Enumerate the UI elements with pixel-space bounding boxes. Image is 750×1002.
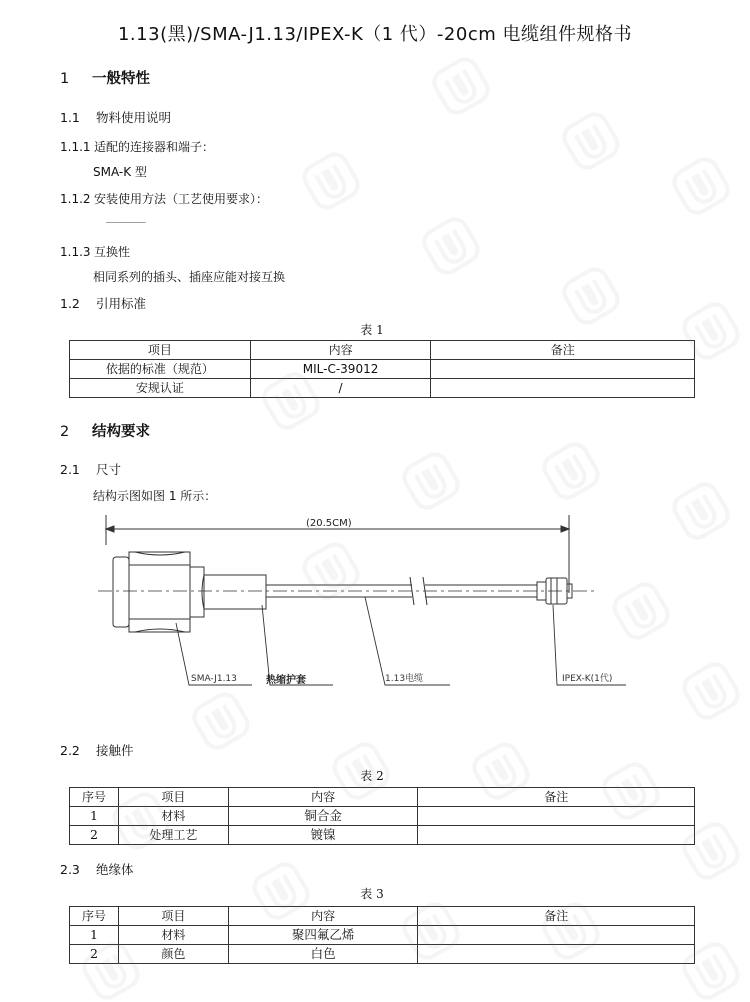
watermark-logo-icon	[300, 150, 362, 212]
watermark-logo-icon	[540, 900, 602, 962]
section-1-2-heading	[60, 294, 146, 312]
table-cell: 1	[70, 926, 119, 945]
table-cell: 2	[70, 826, 119, 845]
watermark-logo-icon	[680, 300, 742, 362]
watermark-logo-icon	[430, 55, 492, 117]
table-header-cell: 内容	[228, 907, 418, 926]
section-number: 1	[60, 71, 70, 87]
table-1	[69, 340, 695, 398]
watermark-logo-icon	[680, 820, 742, 882]
watermark-logo-icon	[260, 370, 322, 432]
section-title: 引用标准	[96, 296, 147, 311]
section-1-1-heading	[60, 108, 171, 126]
watermark-logo-icon	[190, 690, 252, 752]
table-cell: 材料	[118, 926, 228, 945]
dimension-label: (20.5CM)	[306, 518, 352, 529]
sma-connector-body	[113, 552, 266, 632]
table-2-caption: 表 2	[360, 769, 384, 783]
section-title: 结构要求	[92, 424, 150, 440]
document-title: 1.13(黑)/SMA-J1.13/IPEX-K（1 代）-20cm 电缆组件规格书	[117, 24, 632, 45]
install-method-blank: ______	[106, 210, 146, 223]
section-number: 1.1.3	[60, 245, 91, 259]
watermark-logo-icon	[560, 110, 622, 172]
table-header-cell: 序号	[70, 907, 119, 926]
dimension-arrow-left	[106, 526, 114, 532]
section-title: 接触件	[96, 743, 134, 758]
table-cell	[418, 826, 695, 845]
watermark-logo-icon	[670, 155, 732, 217]
section-2-3-heading	[60, 860, 134, 878]
table-3-caption: 表 3	[360, 887, 384, 901]
watermark-logo-icon	[540, 440, 602, 502]
section-title: 尺寸	[96, 462, 122, 477]
table-cell: 处理工艺	[118, 826, 228, 845]
table-cell: MIL-C-39012	[250, 360, 431, 379]
interchangeability-text: 相同系列的插头、插座应能对接互换	[93, 270, 286, 284]
section-title: 安装使用方法（工艺使用要求）：	[94, 192, 269, 206]
table-cell: 1	[70, 807, 119, 826]
section-2-2-heading	[60, 741, 134, 759]
table-header-cell: 备注	[418, 788, 695, 807]
watermark-logo-icon	[300, 540, 362, 602]
table-cell: 依据的标准（规范）	[70, 360, 251, 379]
watermark-logo-icon	[110, 790, 172, 852]
section-number: 1.1	[60, 110, 80, 125]
table-cell: 2	[70, 945, 119, 964]
section-title: 绝缘体	[96, 862, 134, 877]
dimension-arrow-right	[561, 526, 569, 532]
table-cell	[431, 360, 695, 379]
watermark-logo-icon	[670, 480, 732, 542]
table-cell: 颜色	[118, 945, 228, 964]
leader-line-cable	[365, 597, 450, 685]
table-header-cell: 备注	[418, 907, 695, 926]
watermark-logo-icon	[470, 740, 532, 802]
section-2-heading	[60, 420, 150, 441]
watermark-logo-icon	[330, 740, 392, 802]
cable-label: 1.13电缆	[385, 674, 424, 684]
section-1-1-2-heading	[60, 190, 268, 207]
table-cell: 镀镍	[228, 826, 418, 845]
watermark-logo-icon	[600, 760, 662, 822]
table-cell	[431, 379, 695, 398]
heat-shrink-label: 热缩护套	[266, 675, 306, 686]
ipex-connector-label: IPEX-K(1代)	[562, 674, 613, 684]
table-header-row	[70, 341, 695, 360]
table-header-cell: 序号	[70, 788, 119, 807]
table-cell: 铜合金	[228, 807, 418, 826]
table-1-caption: 表 1	[360, 323, 384, 337]
section-number: 2.3	[60, 862, 80, 877]
structure-intro-text: 结构示图如图 1 所示：	[93, 489, 217, 503]
section-number: 2.1	[60, 462, 80, 477]
watermark-logo-icon	[420, 215, 482, 277]
watermark-logo-icon	[610, 580, 672, 642]
table-header-cell: 项目	[70, 341, 251, 360]
table-header-cell: 内容	[228, 788, 418, 807]
section-number: 2.2	[60, 743, 80, 758]
section-1-1-3-heading	[60, 243, 130, 260]
watermark-logo-icon	[80, 940, 142, 1002]
watermark-logo-icon	[680, 660, 742, 722]
watermark-logo-icon	[680, 940, 742, 1002]
section-number: 1.1.2	[60, 192, 91, 206]
connector-type-text: SMA-K 型	[93, 165, 147, 179]
table-row	[70, 379, 695, 398]
section-title: 一般特性	[92, 71, 150, 87]
watermark-logo-icon	[250, 860, 312, 922]
section-number: 2	[60, 424, 70, 440]
table-row	[70, 360, 695, 379]
section-title: 物料使用说明	[96, 110, 172, 125]
table-header-cell: 内容	[250, 341, 431, 360]
table-cell: /	[250, 379, 431, 398]
watermark-logo-icon	[560, 265, 622, 327]
section-1-heading	[60, 67, 150, 88]
sma-connector-label: SMA-J1.13	[191, 674, 237, 684]
section-number: 1.2	[60, 296, 80, 311]
section-title: 适配的连接器和端子：	[94, 140, 215, 154]
table-header-cell: 项目	[118, 907, 228, 926]
table-header-cell: 项目	[118, 788, 228, 807]
leader-line-heat-shrink	[262, 605, 333, 685]
table-cell: 白色	[228, 945, 418, 964]
section-number: 1.1.1	[60, 140, 91, 154]
section-1-1-1-heading	[60, 138, 214, 155]
watermark-logo-icon	[400, 450, 462, 512]
section-title: 互换性	[94, 245, 131, 259]
table-cell: 安规认证	[70, 379, 251, 398]
table-cell: 聚四氟乙烯	[228, 926, 418, 945]
watermark-logo-icon	[400, 900, 462, 962]
table-cell: 材料	[118, 807, 228, 826]
table-header-cell: 备注	[431, 341, 695, 360]
section-2-1-heading	[60, 460, 121, 478]
